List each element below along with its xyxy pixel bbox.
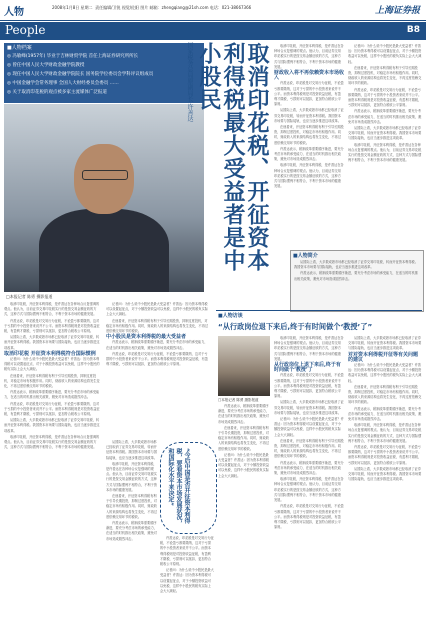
article-column: 记者问：为什么说中小股民是最大受益者？许善达：因为资本利得税可以设置起征点，对于小额投资收益可以免税，这样中小股民的税负实际上会大大减轻。 在他看来，开征资本利得税有利于引导长期投资，抑制过度投机，对稳定市场有积极作用。同时，财政收入的来源结构也将发生变化，不再过度依赖交易环节的税收。 许善达说，印花税是对交易行为征税，不论盈亏都要缴纳，这对于亏损的中小投资者来说并不公平。而资本利得税则是对投资收益征税，有盈利才缴税，亏损则可以抵扣，更加符合税收公平原则。 许善达表示，税制改革需要循序渐进，要充分考虑市场的承受能力，在适当的时机推出相关政策，避免对市场造成剧烈冲击。 从国际上看，大多数成熟市场都已经取消了证券交易印花税，转而开征资本利得税。我国资本市场要与国际接轨，也应当逐步推进这项改革。 取消印花税，开征资本利得税，是许善达在各种场合反复强调的观点。他认为，目前证券交易印花税实行的是按交易金额征收的方式，这种方式与国际惯例不相符合，不利于资本市场的健康发展。 [348,44,422,163]
divider [216,310,422,311]
editor-info: 责任编辑/卫锐 视觉/佐阳 图片 邮箱：zhengqiang@21sh.com 电话：021-38667366 [95,5,252,10]
header-rule [0,20,426,21]
interview-title: “从行政岗位退下来后,终于有时间做个‘教授’了” [218,322,373,331]
article-column: 许善达说，印花税是对交易行为征税，不论盈亏都要缴纳，这对于亏损的中小投资者来说并不公平。而资本利得税则是对投资收益征税，有盈利才缴税，亏损则可以抵扣，更加符合税收公平原则。 记者问：为什么说中小股民是最大受益者？许善达：因为资本利得税可以设置起征点，对于小额投资收益可以免税，这样中小股民的税负实际上会大大减轻。 [160,536,214,594]
portrait-photo [4,104,204,292]
interview-photo-caption: □本报记者 陈勇 摄影报道 [218,398,259,402]
headline-sub: 国家税务总局原副局长 许善达 [186,42,193,122]
headline: 取消印花税、开征资本利得税最大受益者是中小股民 [196,42,269,272]
interview-photo [218,336,270,396]
profile-item: ◎ 现任中国人民大学财政金融学院院长 国务院学位委员会学科评议组成员 [7,72,154,77]
profile-item: ◎ 曾任中国人民大学财政金融学院教授 [7,63,85,68]
article-column: 记者问：为什么说中小股民是最大受益者？许善达：因为资本利得税可以设置起征点，对于小额投资收益可以免税，这样中小股民的税负实际上会大大减轻。 在他看来，开征资本利得税有利于引导长期投资，抑制过度投机，对稳定市场有积极作用。同时，财政收入的来源结构也将发生变化，不再过度依赖交易环节的税收。 中小股民是资本利得税的最大受益者 许善达表示，税制改革需要循序渐进，要充分考虑市场的承受能力，在适当的时机推出相关政策，避免对市场造成剧烈冲击。 许善达说，印花税是对交易行为征税，不论盈亏都要缴纳，这对于亏损的中小投资者来说并不公平。而资本利得税则是对投资收益征税，有盈利才缴税，亏损则可以抵扣，更加符合税收公平原则。 [106,302,208,367]
article-column: 取消印花税，开征资本利得税，是许善达在各种场合反复强调的观点。他认为，目前证券交易印花税实行的是按交易金额征收的方式，这种方式与国际惯例不相符合，不利于资本市场的健康发展。 从行政岗位上退下来后,终于有时间做个‘教授’了 许善达说，印花税是对交易行为征税，不论盈亏都要缴纳，这对于亏损的中小投资者来说并不公平。而资本利得税则是对投资收益征税，有盈利才缴税，亏损则可以抵扣，更加符合税收公平原则。 从国际上看，大多数成熟市场都已经取消了证券交易印花税，转而开征资本利得税。我国资本市场要与国际接轨，也应当逐步推进这项改革。 记者问：为什么说中小股民是最大受益者？许善达：因为资本利得税可以设置起征点，对于小额投资收益可以免税，这样中小股民的税负实际上会大大减轻。 在他看来，开征资本利得税有利于引导长期投资，抑制过度投机，对稳定市场有积极作用。同时，财政收入的来源结构也将发生变化，不再过度依赖交易环节的税收。 许善达表示，税制改革需要循序渐进，要充分考虑市场的承受能力，在适当的时机推出相关政策，避免对市场造成剧烈冲击。 取消印花税，开征资本利得税，是许善达在各种场合反复强调的观点。他认为，目前证券交易印花税实行的是按交易金额征收的方式，这种方式与国际惯例不相符合，不利于资本市场的健康发展。 许善达说，印花税是对交易行为征税，不论盈亏都要缴纳，这对于亏损的中小投资者来说并不公平。而资本利得税则是对投资收益征税，有盈利才缴税，亏损则可以抵扣，更加符合税收公平原则。 [274,336,344,530]
article-column: 从国际上看，大多数成熟市场都已经取消了证券交易印花税，转而开征资本利得税。我国资本市场要与国际接轨，也应当逐步推进这项改革。 对对资本利得税开征等有关问题的建议 记者问：为什么说中小股民是最大受益者？许善达：因为资本利得税可以设置起征点，对于小额投资收益可以免税，这样中小股民的税负实际上会大大减轻。 在他看来，开征资本利得税有利于引导长期投资，抑制过度投机，对稳定市场有积极作用。同时，财政收入的来源结构也将发生变化，不再过度依赖交易环节的税收。 许善达表示，税制改革需要循序渐进，要充分考虑市场的承受能力，在适当的时机推出相关政策，避免对市场造成剧烈冲击。 取消印花税，开征资本利得税，是许善达在各种场合反复强调的观点。他认为，目前证券交易印花税实行的是按交易金额征收的方式，这种方式与国际惯例不相符合，不利于资本市场的健康发展。 许善达说，印花税是对交易行为征税，不论盈亏都要缴纳，这对于亏损的中小投资者来说并不公平。而资本利得税则是对投资收益征税，有盈利才缴税，亏损则可以抵扣，更加符合税收公平原则。 从国际上看，大多数成熟市场都已经取消了证券交易印花税，转而开征资本利得税。我国资本市场要与国际接轨，也应当逐步推进这项改革。 [348,336,422,482]
section-name: 人物 [4,7,24,18]
profile-title: ■人物档案 [7,45,32,51]
subhead: 对对资本利得税开征等有关问题的建议 [348,351,419,363]
profile-item: ◎ 冯敏峰(1957年) 毕业于吉林财贸学院 首任上海证券研究所所长 [7,54,139,59]
interview-label: ■人物访谈 [218,313,243,319]
subhead: 取消印花税 开征资本利得税符合国际惯例 [4,350,96,357]
subhead: 财政收入将不再依赖资本市场收入 [274,70,344,82]
section-label-en: People [5,23,46,37]
bio-text: 从国际上看，大多数成熟市场都已经取消了证券交易印花税，转而开征资本利得税。我国资本市场要与国际接轨，也应当逐步推进这项改革。 许善达表示，税制改革需要循序渐进，要充分考虑市场的承受能力，在适当的时机推出相关政策，避免对市场造成剧烈冲击。 [294,260,418,281]
subhead: 中小股民是资本利得税的最大受益者 [106,334,187,341]
bio-title: ■人物简介 [293,253,318,259]
article-column: 从国际上看，大多数成熟市场都已经取消了证券交易印花税，转而开征资本利得税。我国资本市场要与国际接轨，也应当逐步推进这项改革。 取消印花税，开征资本利得税，是许善达在各种场合反复强调的观点。他认为，目前证券交易印花税实行的是按交易金额征收的方式，这种方式与国际惯例不相符合，不利于资本市场的健康发展。 在他看来，开征资本利得税有利于引导长期投资，抑制过度投机，对稳定市场有积极作用。同时，财政收入的来源结构也将发生变化，不再过度依赖交易环节的税收。 许善达表示，税制改革需要循序渐进，要充分考虑市场的承受能力，在适当的时机推出相关政策，避免对市场造成剧烈冲击。 [106,440,157,541]
article-column: 取消印花税，开征资本利得税，是许善达在各种场合反复强调的观点。他认为，目前证券交易印花税实行的是按交易金额征收的方式，这种方式与国际惯例不相符合，不利于资本市场的健康发展。 财政收入将不再依赖资本市场收入 许善达说，印花税是对交易行为征税，不论盈亏都要缴纳，这对于亏损的中小投资者来说并不公平。而资本利得税则是对投资收益征税，有盈利才缴税，亏损则可以抵扣，更加符合税收公平原则。 从国际上看，大多数成熟市场都已经取消了证券交易印花税，转而开征资本利得税。我国资本市场要与国际接轨，也应当逐步推进这项改革。 在他看来，开征资本利得税有利于引导长期投资，抑制过度投机，对稳定市场有积极作用。同时，财政收入的来源结构也将发生变化，不再过度依赖交易环节的税收。 许善达表示，税制改革需要循序渐进，要充分考虑市场的承受能力，在适当的时机推出相关政策，避免对市场造成剧烈冲击。 取消印花税，开征资本利得税，是许善达在各种场合反复强调的观点。他认为，目前证券交易印花税实行的是按交易金额征收的方式，这种方式与国际惯例不相符合，不利于资本市场的健康发展。 [274,44,344,189]
page-number: B8 [406,25,420,35]
profile-item: ◎ 关于取消印花税的观点被多家主流媒体广泛报道 [7,90,107,95]
pull-quote-text: “今后中国是否开征资本利得税，要看资本市场发展状况，和国际化水平来决定” [167,448,190,526]
newspaper-logo: 上海证券报 [374,6,420,16]
profile-item: ◎ 中国金融学会常务理事 全国人大财经委员会委员 …… [7,81,119,86]
article-column: 取消印花税，开征资本利得税，是许善达在各种场合反复强调的观点。他认为，目前证券交易印花税实行的是按交易金额征收的方式，这种方式与国际惯例不相符合，不利于资本市场的健康发展。 许善达说，印花税是对交易行为征税，不论盈亏都要缴纳，这对于亏损的中小投资者来说并不公平。而资本利得税则是对投资收益征税，有盈利才缴税，亏损则可以抵扣，更加符合税收公平原则。 从国际上看，大多数成熟市场都已经取消了证券交易印花税，转而开征资本利得税。我国资本市场要与国际接轨，也应当逐步推进这项改革。 取消印花税 开征资本利得税符合国际惯例 记者问：为什么说中小股民是最大受益者？许善达：因为资本利得税可以设置起征点，对于小额投资收益可以免税，这样中小股民的税负实际上会大大减轻。 在他看来，开征资本利得税有利于引导长期投资，抑制过度投机，对稳定市场有积极作用。同时，财政收入的来源结构也将发生变化，不再过度依赖交易环节的税收。 许善达表示，税制改革需要循序渐进，要充分考虑市场的承受能力，在适当的时机推出相关政策，避免对市场造成剧烈冲击。 许善达说，印花税是对交易行为征税，不论盈亏都要缴纳，这对于亏损的中小投资者来说并不公平。而资本利得税则是对投资收益征税，有盈利才缴税，亏损则可以抵扣，更加符合税收公平原则。 从国际上看，大多数成熟市场都已经取消了证券交易印花税，转而开征资本利得税。我国资本市场要与国际接轨，也应当逐步推进这项改革。 取消印花税，开征资本利得税，是许善达在各种场合反复强调的观点。他认为，目前证券交易印花税实行的是按交易金额征收的方式，这种方式与国际惯例不相符合，不利于资本市场的健康发展。 [4,302,102,618]
article-column: 许善达表示，税制改革需要循序渐进，要充分考虑市场的承受能力，在适当的时机推出相关政策，避免对市场造成剧烈冲击。 在他看来，开征资本利得税有利于引导长期投资，抑制过度投机，对稳定市场有积极作用。同时，财政收入的来源结构也将发生变化，不再过度依赖交易环节的税收。 记者问：为什么说中小股民是最大受益者？许善达：因为资本利得税可以设置起征点，对于小额投资收益可以免税，这样中小股民的税负实际上会大大减轻。 [218,404,269,478]
section-band [0,22,426,40]
subhead: 从行政岗位上退下来后,终于有时间做个‘教授’了 [274,362,341,374]
date-line: 2008年1月8日 星期二 责任编辑/卫锐 视觉/佐阳 图片 邮箱：zhengqiang@21sh.com 电话：021-38667366 [52,5,252,10]
photo-caption: □本报记者 陈勇 摄影报道 [6,294,53,299]
headline-block [186,42,269,294]
